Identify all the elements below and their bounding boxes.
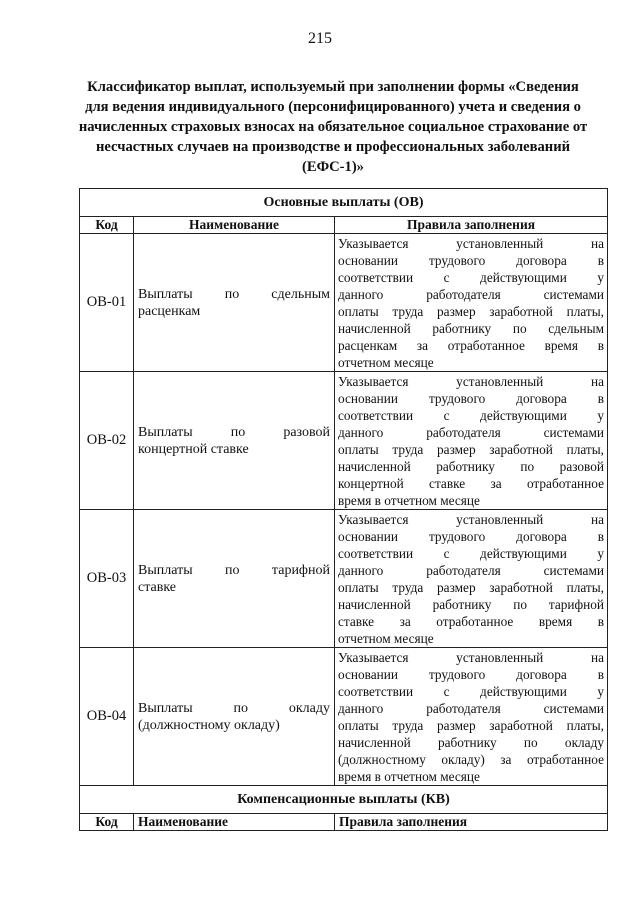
rule-line: основании трудового договора в — [338, 528, 604, 544]
section-header-row — [80, 786, 608, 814]
rule-line: данного работодателя системами — [338, 562, 604, 578]
column-header-row — [80, 217, 608, 234]
rule-line: соответствии с действующими у — [338, 269, 604, 285]
table-row — [80, 510, 608, 648]
rule-line: основании трудового договора в — [338, 252, 604, 268]
rule-line: отчетном месяце — [338, 354, 434, 370]
column-header-rules: Правила заполнения — [335, 814, 608, 831]
heading-line: начисленных страховых взносах на обязательное социальное страхование от — [78, 119, 588, 135]
payment-name-line: Выплаты по сдельным — [138, 286, 330, 302]
column-header-code: Код — [80, 814, 134, 831]
document-heading — [78, 77, 588, 177]
rule-line: соответствии с действующими у — [338, 683, 604, 699]
rule-line: оплаты труда размер заработной платы, — [338, 303, 604, 319]
table-row — [80, 234, 608, 372]
payments-classifier-table — [79, 188, 608, 831]
rule-line: Указывается установленный на — [338, 373, 604, 389]
section-header-row — [80, 189, 608, 217]
payment-name — [134, 648, 335, 786]
filling-rule — [335, 234, 608, 372]
rule-line: данного работодателя системами — [338, 700, 604, 716]
payment-name-line: Выплаты по разовой — [138, 424, 330, 440]
payment-code: ОВ-02 — [80, 372, 134, 510]
rule-line: концертной ставке за отработанное — [338, 475, 604, 491]
payment-name-line: ставке — [138, 579, 176, 595]
payment-name-line: концертной ставке — [138, 441, 249, 457]
payment-name — [134, 372, 335, 510]
rule-line: оплаты труда размер заработной платы, — [338, 579, 604, 595]
rule-line: отчетном месяце — [338, 630, 434, 646]
filling-rule — [335, 510, 608, 648]
rule-line: ставке за отработанное время в — [338, 613, 604, 629]
payment-code: ОВ-03 — [80, 510, 134, 648]
payment-name — [134, 234, 335, 372]
rule-line: расценкам за отработанное время в — [338, 337, 604, 353]
payment-code: ОВ-01 — [80, 234, 134, 372]
payment-name-line: (должностному окладу) — [138, 717, 280, 733]
heading-line: (ЕФС-1)» — [302, 159, 364, 175]
payment-name-line: Выплаты по окладу — [138, 700, 330, 716]
rule-line: Указывается установленный на — [338, 511, 604, 527]
rule-line: основании трудового договора в — [338, 666, 604, 682]
rule-line: оплаты труда размер заработной платы, — [338, 441, 604, 457]
payment-name-line: расценкам — [138, 303, 201, 319]
column-header-row — [80, 814, 608, 831]
payment-name — [134, 510, 335, 648]
column-header-code: Код — [80, 217, 134, 234]
payment-name-line: Выплаты по тарифной — [138, 562, 330, 578]
rule-line: Указывается установленный на — [338, 649, 604, 665]
section-title: Основные выплаты (ОВ) — [80, 189, 608, 217]
rule-line: соответствии с действующими у — [338, 407, 604, 423]
column-header-name: Наименование — [134, 217, 335, 234]
column-header-name: Наименование — [134, 814, 335, 831]
rule-line: время в отчетном месяце — [338, 768, 480, 784]
heading-line: Классификатор выплат, используемый при заполнении формы «Сведения — [87, 79, 579, 95]
rule-line: соответствии с действующими у — [338, 545, 604, 561]
column-header-rules: Правила заполнения — [335, 217, 608, 234]
rule-line: начисленной работнику по окладу — [338, 734, 604, 750]
rule-line: Указывается установленный на — [338, 235, 604, 251]
rule-line: данного работодателя системами — [338, 286, 604, 302]
section-title: Компенсационные выплаты (КВ) — [80, 786, 608, 814]
rule-line: (должностному окладу) за отработанное — [338, 751, 604, 767]
rule-line: начисленной работнику по сдельным — [338, 320, 604, 336]
filling-rule — [335, 372, 608, 510]
rule-line: начисленной работнику по разовой — [338, 458, 604, 474]
page-number: 215 — [308, 30, 332, 47]
payment-code: ОВ-04 — [80, 648, 134, 786]
heading-line: несчастных случаев на производстве и профессиональных заболеваний — [95, 139, 571, 155]
rule-line: основании трудового договора в — [338, 390, 604, 406]
rule-line: начисленной работнику по тарифной — [338, 596, 604, 612]
filling-rule — [335, 648, 608, 786]
rule-line: оплаты труда размер заработной платы, — [338, 717, 604, 733]
rule-line: время в отчетном месяце — [338, 492, 480, 508]
table-row — [80, 648, 608, 786]
table-row — [80, 372, 608, 510]
rule-line: данного работодателя системами — [338, 424, 604, 440]
heading-line: для ведения индивидуального (персонифицированного) учета и сведения о — [85, 99, 581, 115]
